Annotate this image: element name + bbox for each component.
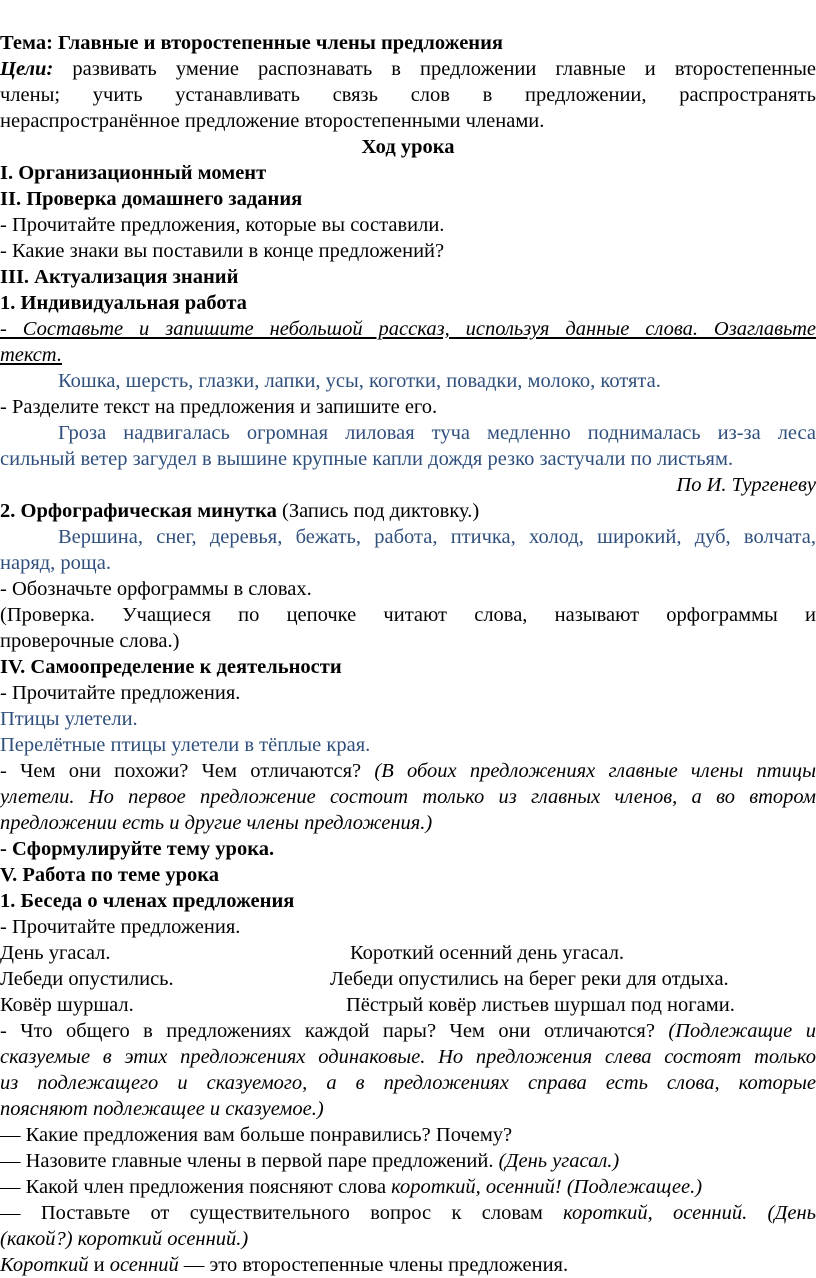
goals-label: Цели: bbox=[0, 58, 54, 80]
goals-line-2: члены; учить устанавливать связь слов в предложении, распространять bbox=[0, 84, 816, 106]
pair-2-left: Лебеди опустились. bbox=[0, 968, 174, 990]
storm-text-line-1: Гроза надвигалась огромная лиловая туча медленно поднималась из-за леса bbox=[58, 422, 816, 444]
author-credit: По И. Тургеневу bbox=[676, 474, 816, 496]
pair-3-left: Ковёр шуршал. bbox=[0, 994, 134, 1016]
topic-line bbox=[0, 30, 816, 56]
pair-1-right: Короткий осенний день угасал. bbox=[350, 942, 625, 964]
check-line-2: проверочные слова.) bbox=[0, 630, 180, 652]
task-2: - Разделите текст на предложения и запишите его. bbox=[0, 396, 438, 418]
section-5-heading: V. Работа по теме урока bbox=[0, 864, 220, 886]
section-5-answer-line-2: сказуемые в этих предложениях одинаковые. Но предложения слева состоят только bbox=[0, 1046, 816, 1068]
conclusion-word-1: Короткий bbox=[0, 1254, 89, 1276]
dialog-line-2-text: — Назовите главные члены в первой паре предложений. bbox=[0, 1150, 499, 1172]
section-2-question-2: - Какие знаки вы поставили в конце предложений? bbox=[0, 240, 445, 262]
section-4-question-2-text: - Чем они похожи? Чем отличаются? bbox=[0, 760, 375, 782]
topic-label: Тема: bbox=[0, 32, 53, 54]
section-3-1-heading: 1. Индивидуальная работа bbox=[0, 292, 247, 314]
section-4-answer-start: (В обоих предложениях главные члены птицы bbox=[374, 760, 816, 782]
conclusion-line bbox=[0, 1252, 816, 1278]
dialog-line-2 bbox=[0, 1148, 816, 1174]
section-4-answer-line-2: улетели. Но первое предложение состоит только из главных членов, а во втором bbox=[0, 786, 816, 808]
dialog-line-4 bbox=[0, 1200, 816, 1226]
section-5-question-2-text: - Что общего в предложениях каждой пары? Чем они отличаются? bbox=[0, 1020, 669, 1042]
section-5-1-heading: 1. Беседа о членах предложения bbox=[0, 890, 295, 912]
example-sentence-2: Перелётные птицы улетели в тёплые края. bbox=[0, 734, 371, 756]
section-3-2-note: (Запись под диктовку.) bbox=[276, 500, 480, 522]
dialog-line-4-text: — Поставьте от существительного вопрос к словам bbox=[0, 1202, 564, 1224]
section-4-question-3: - Сформулируйте тему урока. bbox=[0, 838, 275, 860]
section-5-question-2 bbox=[0, 1018, 816, 1044]
section-3-heading: III. Актуализация знаний bbox=[0, 266, 239, 288]
dialog-line-4-answer: короткий, осенний. (День bbox=[563, 1202, 816, 1224]
section-4-heading: IV. Самоопределение к деятельности bbox=[0, 656, 342, 678]
words-list-1: Кошка, шерсть, глазки, лапки, усы, коготки, повадки, молоко, котята. bbox=[58, 370, 661, 392]
pair-2-right: Лебеди опустились на берег реки для отдыха. bbox=[330, 968, 729, 990]
section-4-answer-line-3: предложении есть и другие члены предложения.) bbox=[0, 812, 433, 834]
task-3: - Обозначьте орфограммы в словах. bbox=[0, 578, 312, 600]
sentence-pair-3 bbox=[0, 992, 816, 1018]
storm-text-line-2: сильный ветер загудел в вышине крупные капли дождя резко застучали по листьям. bbox=[0, 448, 734, 470]
section-2-heading: II. Проверка домашнего задания bbox=[0, 188, 303, 210]
dialog-line-2-answer: (День угасал.) bbox=[498, 1150, 620, 1172]
section-2-question-1: - Прочитайте предложения, которые вы составили. bbox=[0, 214, 445, 236]
dialog-line-4-answer-cont: (какой?) короткий осенний.) bbox=[0, 1228, 249, 1250]
words-list-2-line-2: наряд, роща. bbox=[0, 552, 111, 574]
section-5-answer-line-3: из подлежащего и сказуемого, а в предложениях справа есть слова, которые bbox=[0, 1072, 816, 1094]
goals-line-1 bbox=[0, 56, 816, 82]
section-4-question-2 bbox=[0, 758, 816, 784]
sentence-pair-2 bbox=[0, 966, 816, 992]
pair-1-left: День угасал. bbox=[0, 942, 111, 964]
conclusion-and: и bbox=[88, 1254, 110, 1276]
conclusion-text: — это второстепенные члены предложения. bbox=[178, 1254, 569, 1276]
words-list-2-line-1: Вершина, снег, деревья, бежать, работа, птичка, холод, широкий, дуб, волчата, bbox=[58, 526, 816, 548]
conclusion-word-2: осенний bbox=[109, 1254, 179, 1276]
example-sentence-1: Птицы улетели. bbox=[0, 708, 138, 730]
goals-line-3: нераспространённое предложение второстепенными членами. bbox=[0, 110, 545, 132]
dialog-line-1: — Какие предложения вам больше понравились? Почему? bbox=[0, 1124, 513, 1146]
section-5-question-1: - Прочитайте предложения. bbox=[0, 916, 241, 938]
section-5-answer-start: (Подлежащие и bbox=[668, 1020, 816, 1042]
section-4-question-1: - Прочитайте предложения. bbox=[0, 682, 241, 704]
section-3-2-title: 2. Орфографическая минутка bbox=[0, 500, 277, 522]
task-1-line-2: текст. bbox=[0, 344, 62, 366]
dialog-line-3-answer: короткий, осенний! (Подлежащее.) bbox=[391, 1176, 703, 1198]
task-1-line-1: - Составьте и запишите небольшой рассказ, используя данные слова. Озаглавьте bbox=[0, 318, 816, 340]
check-line-1: (Проверка. Учащиеся по цепочке читают слова, называют орфограммы и bbox=[0, 604, 816, 626]
topic-text: Главные и второстепенные члены предложения bbox=[58, 32, 504, 54]
lesson-heading: Ход урока bbox=[361, 136, 455, 158]
dialog-line-3 bbox=[0, 1174, 816, 1200]
section-5-answer-line-4: поясняют подлежащее и сказуемое.) bbox=[0, 1098, 324, 1120]
sentence-pair-1 bbox=[0, 940, 816, 966]
dialog-line-3-text: — Какой член предложения поясняют слова bbox=[0, 1176, 392, 1198]
section-3-2-heading bbox=[0, 498, 816, 524]
pair-3-right: Пёстрый ковёр листьев шуршал под ногами. bbox=[346, 994, 735, 1016]
goals-text-1: развивать умение распознавать в предложении главные и второстепенные bbox=[72, 58, 816, 80]
section-1-heading: I. Организационный момент bbox=[0, 162, 267, 184]
